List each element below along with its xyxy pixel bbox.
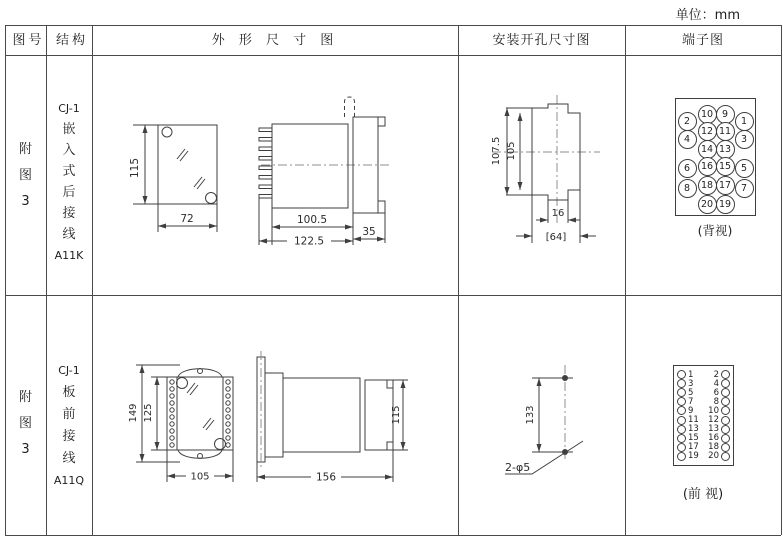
row1-mounting-drawing [490,93,605,251]
row1-mount-dim-64 [516,232,596,243]
terminal-row [677,452,730,461]
terminal-pin-3: 3 [735,130,754,149]
row2-outline-front-view-drawing [128,333,243,491]
terminal-pin-10: 10 [698,105,717,124]
row2-front-dim-125 [143,377,160,450]
unit-label: 单位：mm [675,8,740,23]
row1-structure-line: 式 [62,164,76,179]
row1-terminal-caption: (背视) [697,223,733,238]
dim-text-72: 72 [180,213,194,225]
terminal-number: 1 [688,369,694,380]
terminal-grid-front [673,365,734,466]
terminal-number: 19 [688,451,699,462]
terminal-pin-9: 9 [716,105,735,124]
row1-structure-line: 线 [62,227,76,242]
terminal-hole [677,416,686,425]
row1-structure-line: CJ-1 [58,102,80,115]
terminal-pin-4: 4 [678,130,697,149]
terminal-number: 3 [688,378,694,389]
row2-side-dim-156 [257,472,393,484]
terminal-row [677,443,730,452]
terminal-pin-7: 7 [735,179,754,198]
rear-cover [365,380,393,450]
terminal-pin-5: 5 [735,159,754,178]
terminal-pin-6: 6 [678,159,697,178]
terminal-number: 4 [713,378,719,389]
row2-fig-no [5,390,46,458]
row2-mount-hole-label [505,441,583,474]
dim-text-125: 125 [143,403,154,423]
terminal-number: 13 [688,424,699,435]
row2-mounting-drawing [495,340,605,485]
row2-terminal-caption: (前 视) [682,487,724,502]
terminal-hole [721,443,730,452]
row2-structure [46,363,92,489]
terminal-number: 18 [708,442,719,453]
dim-text-100-5: 100.5 [296,214,328,226]
dim-text-105w: 105 [190,471,210,483]
terminal-grid-front-rows [674,366,733,465]
terminal-number: 8 [713,396,719,407]
flange [265,373,283,457]
row1-front-dim-115 [129,125,148,204]
terminal-hole [677,370,686,379]
header-mounting: 安装开孔尺寸图 [492,33,591,48]
terminal-strip-holes [170,380,230,447]
row1-side-dim-122-5 [259,236,353,248]
mount-hole-top [562,375,568,381]
terminal-number: 5 [688,387,694,398]
row1-fig-char: 附 [18,142,32,157]
terminal-hole [721,370,730,379]
terminal-row [677,406,730,415]
terminal-hole [721,425,730,434]
terminal-row [677,379,730,388]
table-border-bottom [5,535,781,536]
terminal-row [677,388,730,397]
row1-structure-line: 后 [62,185,76,200]
row1-outline-side-view-drawing [256,88,396,250]
dim-text-156: 156 [315,471,337,484]
table-col-divider-3 [458,25,459,535]
terminal-number: 2 [713,369,719,380]
row1-structure-line: 嵌 [62,122,76,137]
terminal-pin-14: 14 [698,140,717,159]
terminal-hole [677,406,686,415]
terminal-pin-8: 8 [678,179,697,198]
table-border-right [781,25,782,535]
row2-front-dim-105 [167,472,233,483]
terminal-hole [677,425,686,434]
dim-text-16: 16 [551,208,565,219]
row2-structure-line: 接 [62,429,76,444]
row1-structure-line: A11K [54,249,84,262]
terminal-hole [721,452,730,461]
terminal-number: 10 [708,405,719,416]
handle-dashed [345,97,355,117]
hatch-marks [177,149,205,189]
terminal-hole [721,388,730,397]
row2-structure-line: 前 [62,407,76,422]
row1-structure-line: 接 [62,206,76,221]
terminal-number: 16 [708,433,719,444]
terminal-pin-1: 1 [735,112,754,131]
row1-fig-no [5,142,46,210]
terminal-pin-20: 20 [698,195,717,214]
row1-front-body [133,125,217,232]
terminal-row [677,425,730,434]
terminal-number: 6 [713,387,719,398]
terminal-number: 7 [688,396,694,407]
row1-cutout-shape [506,104,580,243]
terminal-pin-12: 12 [698,122,717,141]
header-structure: 结构 [55,33,88,48]
terminal-number: 15 [688,433,699,444]
row1-side-dim-100-5 [272,214,353,230]
terminal-pin-16: 16 [698,157,717,176]
mount-clip-bottom [378,201,385,213]
table-row-divider [5,295,781,296]
hatch-marks [187,383,214,430]
terminal-hole [721,397,730,406]
table-col-divider-2 [92,25,93,535]
row2-front-body [167,369,233,459]
row1-front-dim-72 [158,213,217,229]
dim-text-64: [64] [545,232,567,243]
terminal-hole [677,443,686,452]
row2-structure-line: 线 [62,451,76,466]
dim-text-35: 35 [362,226,376,238]
terminal-pin-19: 19 [716,195,735,214]
terminal-hole [721,416,730,425]
terminal-pin-15: 15 [716,157,735,176]
row1-mount-dim-16 [536,208,580,223]
row2-fig-char: 3 [21,442,30,457]
header-terminal: 端子图 [681,33,724,48]
row1-fig-char: 3 [21,194,30,209]
row2-structure-line: 板 [62,385,76,400]
dim-text-133: 133 [525,405,536,425]
terminal-pin-13: 13 [716,140,735,159]
dim-text-115s: 115 [391,405,402,425]
row2-mount-dim-133 [525,378,542,452]
dim-text-115: 115 [129,157,141,179]
terminal-grid-back [675,98,756,216]
dim-text-2-phi5: 2-φ5 [505,461,531,474]
mount-clip-top [378,117,385,126]
terminal-hole [721,379,730,388]
terminal-hole [677,434,686,443]
row1-structure-line: 入 [62,143,76,158]
table-border-left [5,25,6,535]
dim-text-105: 105 [506,141,517,161]
terminal-number: 17 [688,442,699,453]
dim-text-149: 149 [128,403,139,423]
header-outline: 外 形 尺 寸 图 [211,33,339,48]
terminal-pin-18: 18 [698,176,717,195]
terminal-hole [677,388,686,397]
dim-text-107-5: 107.5 [491,136,502,166]
terminal-row [677,416,730,425]
terminal-number: 9 [688,405,694,416]
row1-mount-dim-105 [506,113,523,190]
terminal-number: 20 [708,451,719,462]
terminal-hole [677,397,686,406]
row2-fig-char: 附 [18,390,32,405]
terminal-hole [721,406,730,415]
row2-structure-line: A11Q [53,474,85,487]
table-col-divider-4 [625,25,626,535]
terminal-number: 11 [688,415,699,426]
terminal-row [677,397,730,406]
row1-structure [46,101,92,264]
row2-side-body [257,357,393,462]
row2-structure-line: CJ-1 [58,364,80,377]
terminal-pin-2: 2 [678,112,697,131]
table-header-divider [5,55,781,56]
dim-text-122-5: 122.5 [293,235,325,248]
terminal-row [677,370,730,379]
terminal-pin-11: 11 [716,122,735,141]
row1-side-dim-35 [353,226,385,242]
row2-outline-side-view-drawing [253,330,415,488]
terminal-number: 12 [708,415,719,426]
row1-fig-char: 图 [18,168,32,183]
terminal-pin-17: 17 [716,176,735,195]
terminal-row [677,434,730,443]
row1-outline-front-view-drawing [125,95,240,240]
header-fig-no: 图号 [12,33,45,48]
row2-fig-char: 图 [18,416,32,431]
terminal-hole [677,452,686,461]
terminal-number: 13 [708,424,719,435]
mounting-tabs [178,369,222,459]
terminal-hole [677,379,686,388]
terminal-hole [721,434,730,443]
